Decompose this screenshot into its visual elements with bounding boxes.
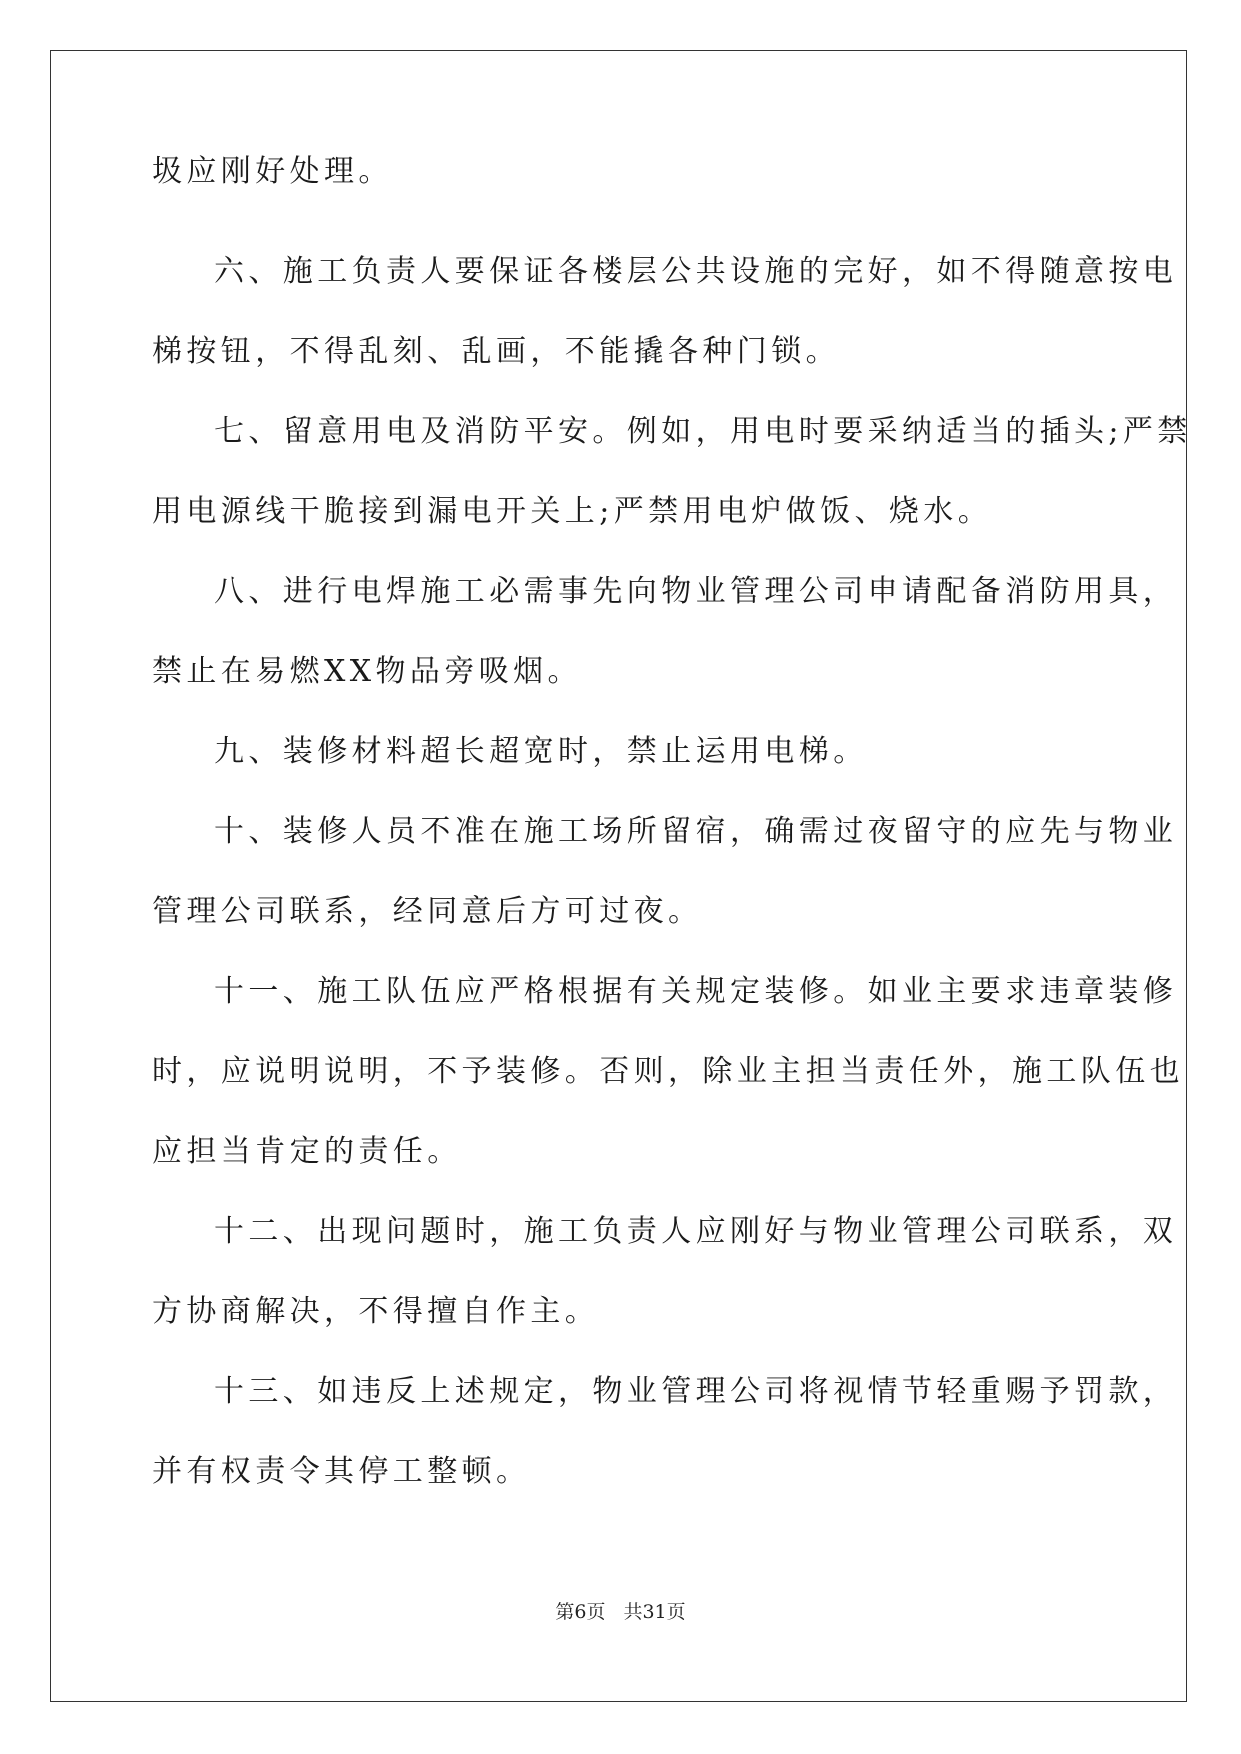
paragraph-line: 十一、施工队伍应严格根据有关规定装修。如业主要求违章装修 xyxy=(214,974,1178,1009)
paragraph-line: 管理公司联系，经同意后方可过夜。 xyxy=(152,894,703,929)
page-number: 第6页 xyxy=(555,1601,606,1623)
paragraph-line: 七、留意用电及消防平安。例如，用电时要采纳适当的插头;严禁 xyxy=(214,414,1192,449)
paragraph-line: 九、装修材料超长超宽时，禁止运用电梯。 xyxy=(214,734,868,769)
paragraph-line: 梯按钮，不得乱刻、乱画，不能撬各种门锁。 xyxy=(152,334,840,369)
paragraph-line: 十二、出现问题时，施工负责人应刚好与物业管理公司联系，双 xyxy=(214,1214,1178,1249)
page-footer xyxy=(0,1600,1241,1624)
paragraph-line: 禁止在易燃XX物品旁吸烟。 xyxy=(152,654,582,689)
paragraph-line: 六、施工负责人要保证各楼层公共设施的完好，如不得随意按电 xyxy=(214,254,1178,289)
page-total: 共31页 xyxy=(623,1601,686,1623)
paragraph-line: 八、进行电焊施工必需事先向物业管理公司申请配备消防用具， xyxy=(214,574,1178,609)
paragraph-line: 十、装修人员不准在施工场所留宿，确需过夜留守的应先与物业 xyxy=(214,814,1178,849)
paragraph-line: 并有权责令其停工整顿。 xyxy=(152,1454,531,1489)
paragraph-line: 方协商解决，不得擅自作主。 xyxy=(152,1294,600,1329)
paragraph-line: 圾应刚好处理。 xyxy=(152,154,393,189)
paragraph-line: 十三、如违反上述规定，物业管理公司将视情节轻重赐予罚款， xyxy=(214,1374,1178,1409)
paragraph-line: 时，应说明说明，不予装修。否则，除业主担当责任外，施工队伍也 xyxy=(152,1054,1184,1089)
paragraph-line: 应担当肯定的责任。 xyxy=(152,1134,462,1169)
paragraph-line: 用电源线干脆接到漏电开关上;严禁用电炉做饭、烧水。 xyxy=(152,494,993,529)
